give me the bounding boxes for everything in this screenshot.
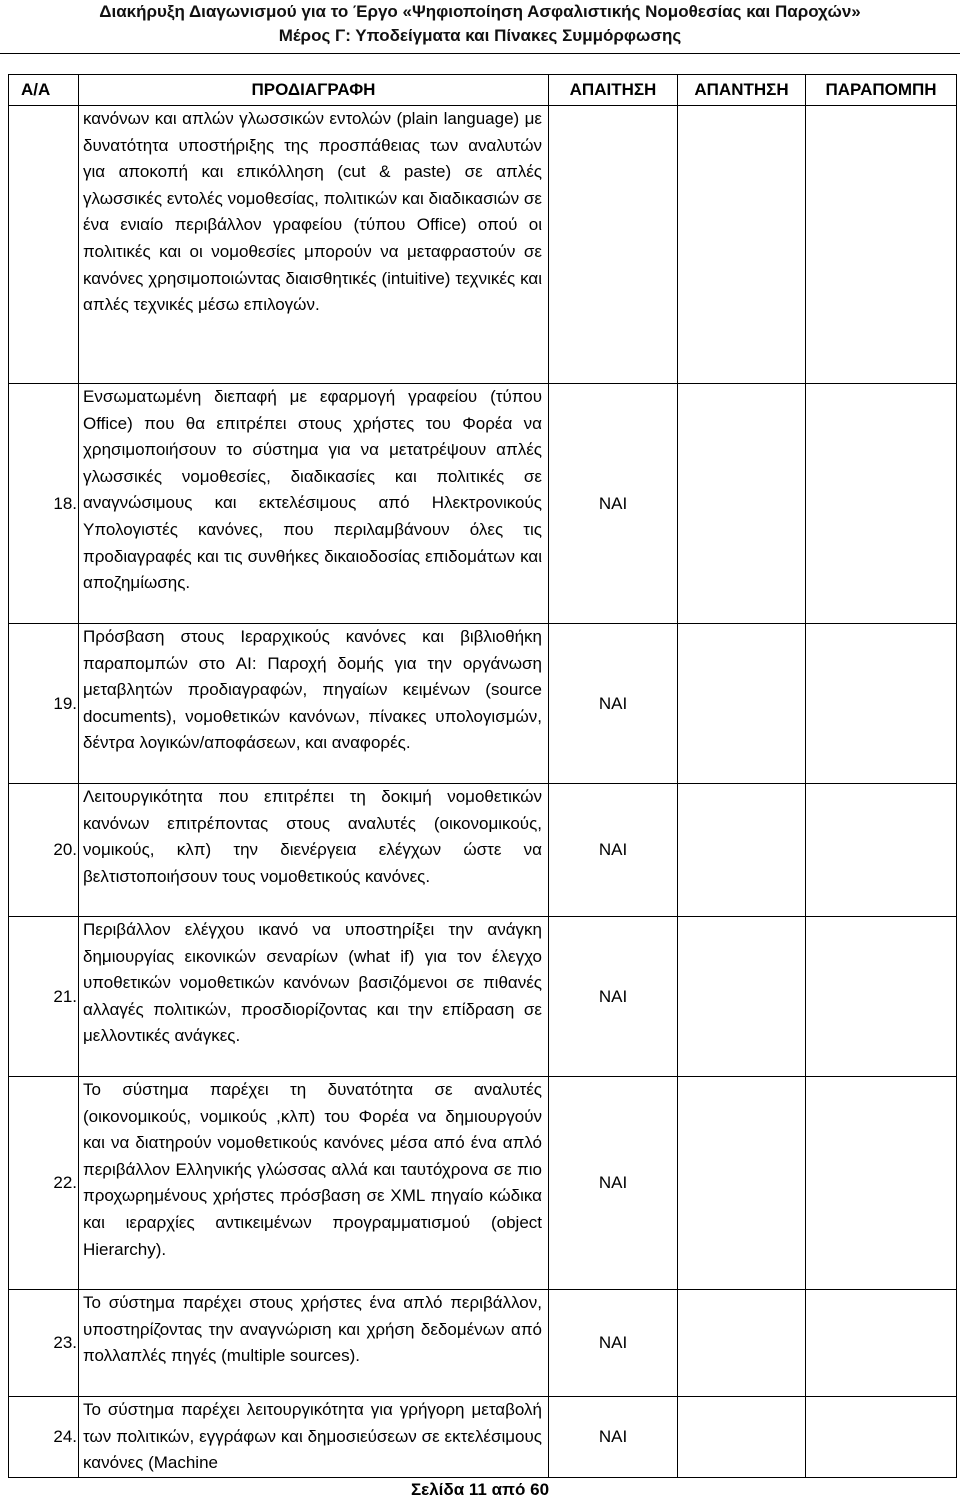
row-number: 24. bbox=[9, 1397, 79, 1478]
table-header-row bbox=[9, 75, 957, 106]
row-specification: Το σύστημα παρέχει στους χρήστες ένα απλό περιβάλλον, υποστηρίζοντας την αναγνώριση και χρήση δεδομένων από πολλαπλές πηγές (multiple sources). bbox=[79, 1290, 549, 1397]
row-specification: Πρόσβαση στους Ιεραρχικούς κανόνες και βιβλιοθήκη παραπομπών στο AI: Παροχή δομής για την οργάνωση μεταβλητών προδιαγραφών, πηγαίων κειμένων (source documents), νομοθετικών κανόνων, πίνακες υπολογισμών, δέντρα λογικών/αποφάσεων, και αναφορές. bbox=[79, 624, 549, 784]
table-row bbox=[9, 1397, 957, 1478]
row-specification: Περιβάλλον ελέγχου ικανό να υποστηρίξει την ανάγκη δημιουργίας εικονικών σεναρίων (what if) για τον έλεγχο υποθετικών νομοθετικών κανόνων βασιζόμενοι σε πιθανές αλλαγές πολιτικών, προσδιορίζοντας και την επίδραση σε μελλοντικές ανάγκες. bbox=[79, 917, 549, 1077]
row-requirement bbox=[549, 106, 678, 384]
row-requirement: ΝΑΙ bbox=[549, 1077, 678, 1290]
row-answer[interactable] bbox=[678, 384, 806, 624]
row-answer[interactable] bbox=[678, 624, 806, 784]
row-requirement: ΝΑΙ bbox=[549, 784, 678, 917]
row-specification: Το σύστημα παρέχει τη δυνατότητα σε αναλυτές (οικονομικούς, νομικούς ,κλπ) του Φορέα να δημιουργούν και να διατηρούν νομοθετικούς κανόνες μέσα από ένα απλό περιβάλλον Ελληνικής γλώσσας αλλά και ταυτόχρονα σε πιο προχωρημένους χρήστες πρόσβαση σε XML πηγαίο κώδικα και ιεραρχίες αντικειμένων προγραμματισμού (object Hierarchy). bbox=[79, 1077, 549, 1290]
table-row bbox=[9, 1077, 957, 1290]
header-divider bbox=[0, 53, 960, 54]
row-requirement: ΝΑΙ bbox=[549, 1290, 678, 1397]
row-specification: Λειτουργικότητα που επιτρέπει τη δοκιμή νομοθετικών κανόνων επιτρέποντας στους αναλυτές (οικονομικούς, νομικούς, κλπ) την διενέργεια ελέγχων ώστε να βελτιστοποιήσουν τους νομοθετικούς κανόνες. bbox=[79, 784, 549, 917]
column-header-aa: Α/Α bbox=[9, 75, 79, 106]
row-reference[interactable] bbox=[806, 624, 957, 784]
row-reference[interactable] bbox=[806, 1290, 957, 1397]
row-specification: κανόνων και απλών γλωσσικών εντολών (plain language) με δυνατότητα υποστήριξης της προσπάθειας των αναλυτών για αποκοπή και επικόλληση (cut & paste) σε απλές γλωσσικές εντολές νομοθεσίας, πολιτικών και διαδικασιών σε ένα ενιαίο περιβάλλον γραφείου (τύπου Office) οπού οι πολιτικές και οι νομοθεσίες μπορούν να μεταφραστούν σε κανόνες χρησιμοποιώντας διαισθητικές (intuitive) τεχνικές και απλές τεχνικές μέσω επιλογών. bbox=[79, 106, 549, 384]
row-reference[interactable] bbox=[806, 784, 957, 917]
row-specification: Ενσωματωμένη διεπαφή με εφαρμογή γραφείου (τύπου Office) που θα επιτρέπει στους χρήστες του Φορέα να χρησιμοποιήσουν το σύστημα για να μετατρέψουν απλές γλωσσικές νομοθεσίες, διαδικασίες και πολιτικές σε αναγνώσιμους και εκτελέσιμους από Ηλεκτρονικούς Υπολογιστές κανόνες, που περιλαμβάνουν όλες τις προδιαγραφές και τις συνθήκες δικαιοδοσίας επιδομάτων και αποζημίωσης. bbox=[79, 384, 549, 624]
table-row bbox=[9, 784, 957, 917]
document-header-title: Διακήρυξη Διαγωνισμού για το Έργο «Ψηφιοποίηση Ασφαλιστικής Νομοθεσίας και Παροχών» bbox=[99, 2, 861, 21]
row-answer[interactable] bbox=[678, 1290, 806, 1397]
column-header-specification: ΠΡΟΔΙΑΓΡΑΦΗ bbox=[79, 75, 549, 106]
row-reference[interactable] bbox=[806, 106, 957, 384]
row-answer[interactable] bbox=[678, 784, 806, 917]
document-header-subtitle: Μέρος Γ: Υποδείγματα και Πίνακες Συμμόρφωσης bbox=[278, 26, 682, 45]
page-number-footer: Σελίδα 11 από 60 bbox=[410, 1480, 550, 1499]
row-reference[interactable] bbox=[806, 1397, 957, 1478]
row-requirement: ΝΑΙ bbox=[549, 384, 678, 624]
row-number: 20. bbox=[9, 784, 79, 917]
row-number: 21. bbox=[9, 917, 79, 1077]
row-number bbox=[9, 106, 79, 384]
row-reference[interactable] bbox=[806, 1077, 957, 1290]
row-specification: Το σύστημα παρέχει λειτουργικότητα για γρήγορη μεταβολή των πολιτικών, εγγράφων και δημοσιεύσεων σε εκτελέσιμους κανόνες (Machine bbox=[79, 1397, 549, 1478]
row-number: 23. bbox=[9, 1290, 79, 1397]
row-number: 18. bbox=[9, 384, 79, 624]
row-number: 19. bbox=[9, 624, 79, 784]
row-number: 22. bbox=[9, 1077, 79, 1290]
row-answer[interactable] bbox=[678, 1397, 806, 1478]
table-row bbox=[9, 917, 957, 1077]
table-row bbox=[9, 624, 957, 784]
row-answer[interactable] bbox=[678, 1077, 806, 1290]
row-answer[interactable] bbox=[678, 106, 806, 384]
row-reference[interactable] bbox=[806, 384, 957, 624]
table-row bbox=[9, 384, 957, 624]
row-answer[interactable] bbox=[678, 917, 806, 1077]
column-header-requirement: ΑΠΑΙΤΗΣΗ bbox=[549, 75, 678, 106]
column-header-answer: ΑΠΑΝΤΗΣΗ bbox=[678, 75, 806, 106]
compliance-table bbox=[8, 74, 957, 1478]
table-row bbox=[9, 1290, 957, 1397]
row-requirement: ΝΑΙ bbox=[549, 917, 678, 1077]
column-header-reference: ΠΑΡΑΠΟΜΠΗ bbox=[806, 75, 957, 106]
row-requirement: ΝΑΙ bbox=[549, 624, 678, 784]
row-requirement: ΝΑΙ bbox=[549, 1397, 678, 1478]
table-row bbox=[9, 106, 957, 384]
row-reference[interactable] bbox=[806, 917, 957, 1077]
